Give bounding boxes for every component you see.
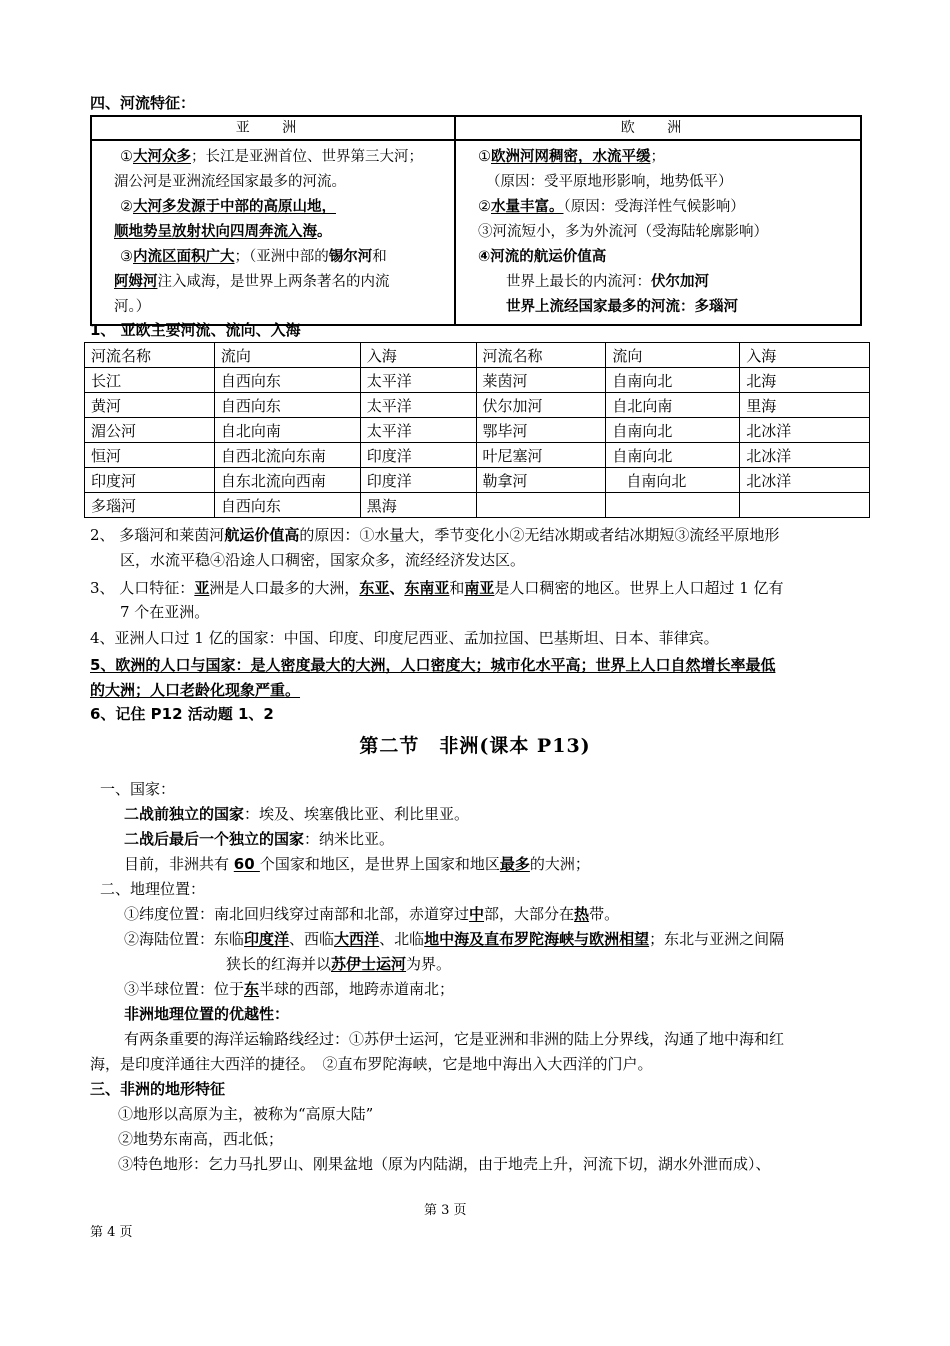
table-cell: 太平洋 xyxy=(360,418,476,443)
table-cell: 北冰洋 xyxy=(740,418,870,443)
table-cell: 印度河 xyxy=(85,468,215,493)
table-cell: 自西北流向东南 xyxy=(214,443,360,468)
table-cell: 自南向北 xyxy=(606,443,740,468)
table-cell: 北冰洋 xyxy=(740,468,870,493)
table-cell xyxy=(606,493,740,518)
header-cell: 流向 xyxy=(606,343,740,368)
table-cell: 莱茵河 xyxy=(476,368,606,393)
table-cell: 里海 xyxy=(740,393,870,418)
africa-latitude-line: ①纬度位置：南北回归线穿过南部和北部，赤道穿过中部，大部分在热带。 xyxy=(124,905,620,923)
africa-advantage-line-2: 海，是印度洋通往大西洋的捷径。 ②直布罗陀海峡，它是地中海出入大西洋的门户。 xyxy=(90,1055,653,1073)
africa-sea-land-line-2: 狭长的红海并以苏伊士运河为界。 xyxy=(226,955,452,973)
point-4: 4、亚洲人口过 1 亿的国家：中国、印度、印度尼西亚、孟加拉国、巴基斯坦、日本、菲律宾。 xyxy=(90,629,719,647)
africa-countries-line-2: 二战后最后一个独立的国家：纳米比亚。 xyxy=(124,830,395,848)
table-cell: 印度洋 xyxy=(360,468,476,493)
table-cell: 北海 xyxy=(740,368,870,393)
table-row xyxy=(85,393,870,418)
africa-countries-line-3: 目前，非洲共有 60 个国家和地区，是世界上国家和地区最多的大洲； xyxy=(124,855,590,873)
table-cell: 湄公河 xyxy=(85,418,215,443)
table-row xyxy=(85,368,870,393)
europe-line-6: 世界上最长的内流河：伏尔加河 xyxy=(506,274,709,290)
table-cell: 长江 xyxy=(85,368,215,393)
europe-line-3: ②水量丰富。（原因：受海洋性气候影响） xyxy=(478,199,745,215)
table-cell: 自南向北 xyxy=(606,368,740,393)
asia-europe-comparison-table xyxy=(90,115,862,326)
header-cell: 河流名称 xyxy=(85,343,215,368)
table-row xyxy=(85,418,870,443)
table-cell: 自南向北 xyxy=(606,468,740,493)
point-3-line-2: 7 个在亚洲。 xyxy=(120,603,210,621)
africa-terrain-line-1: ①地形以高原为主，被称为“高原大陆” xyxy=(118,1105,374,1123)
africa-location-heading: 二、地理位置： xyxy=(100,880,206,898)
point-2-line-1: 2、 多瑙河和莱茵河航运价值高的原因：①水量大，季节变化小②无结冰期或者结冰期短③流经平原地形 xyxy=(90,526,780,544)
table-cell: 伏尔加河 xyxy=(476,393,606,418)
page-number-left: 第 4 页 xyxy=(90,1225,133,1240)
table-cell: 自西向东 xyxy=(214,493,360,518)
africa-section-title: 第二节 非洲(课本 P13) xyxy=(359,735,591,757)
africa-countries-line-1: 二战前独立的国家：埃及、埃塞俄比亚、利比里亚。 xyxy=(124,805,470,823)
europe-line-5: ④河流的航运价值高 xyxy=(478,249,607,265)
africa-terrain-line-3: ③特色地形：乞力马扎罗山、刚果盆地（原为内陆湖，由于地壳上升，河流下切，湖水外泄而成）、 xyxy=(118,1155,771,1173)
header-cell: 河流名称 xyxy=(476,343,606,368)
europe-line-2: （原因：受平原地形影响，地势低平） xyxy=(486,174,733,190)
asia-line-5: ③内流区面积广大；（亚洲中部的锡尔河和 xyxy=(120,249,387,265)
table-cell: 自东北流向西南 xyxy=(214,468,360,493)
point-5-line-1: 5、欧洲的人口与国家：是人密度最大的大洲，人口密度大；城市化水平高；世界上人口自然增长率最低 xyxy=(90,656,776,674)
table-cell: 自西向东 xyxy=(214,393,360,418)
africa-advantage-line-1: 有两条重要的海洋运输路线经过：①苏伊士运河，它是亚洲和非洲的陆上分界线，沟通了地中海和红 xyxy=(124,1030,785,1048)
section-title-rivers: 四、河流特征： xyxy=(90,94,196,112)
europe-line-7: 世界上流经国家最多的河流：多瑙河 xyxy=(506,299,738,315)
europe-line-1: ①欧洲河网稠密，水流平缓； xyxy=(478,149,665,165)
europe-line-4: ③河流短小，多为外流河（受海陆轮廓影响） xyxy=(478,224,768,240)
rivers-table xyxy=(84,342,870,518)
table-row xyxy=(85,493,870,518)
asia-line-7: 河。） xyxy=(114,299,151,315)
africa-countries-heading: 一、国家： xyxy=(100,780,176,798)
asia-line-3: ②大河多发源于中部的高原山地， xyxy=(120,199,336,215)
table-cell: 自南向北 xyxy=(606,418,740,443)
africa-terrain-line-2: ②地势东南高，西北低； xyxy=(118,1130,284,1148)
table-cell: 太平洋 xyxy=(360,393,476,418)
europe-cell xyxy=(455,140,861,325)
table-cell: 多瑙河 xyxy=(85,493,215,518)
point-3-line-1: 3、 人口特征：亚洲是人口最多的大洲，东亚、东南亚和南亚是人口稠密的地区。世界上人口超过 1 亿有 xyxy=(90,579,784,597)
table-cell: 叶尼塞河 xyxy=(476,443,606,468)
africa-advantage-heading: 非洲地理位置的优越性： xyxy=(124,1005,290,1023)
africa-terrain-heading: 三、非洲的地形特征 xyxy=(90,1080,226,1098)
table-cell: 印度洋 xyxy=(360,443,476,468)
table-cell xyxy=(476,493,606,518)
table-cell: 黄河 xyxy=(85,393,215,418)
table-cell: 黑海 xyxy=(360,493,476,518)
table-cell: 自西向东 xyxy=(214,368,360,393)
table-row xyxy=(85,468,870,493)
point-6: 6、记住 P12 活动题 1、2 xyxy=(90,705,274,723)
europe-header: 欧 洲 xyxy=(455,116,861,140)
asia-line-4: 顺地势呈放射状向四周奔流入海。 xyxy=(114,224,332,240)
table-cell: 北冰洋 xyxy=(740,443,870,468)
point-2-line-2: 区，水流平稳④沿途人口稠密，国家众多，流经经济发达区。 xyxy=(120,551,526,569)
rivers-table-header-row xyxy=(85,343,870,368)
table-cell: 恒河 xyxy=(85,443,215,468)
header-cell: 流向 xyxy=(214,343,360,368)
table-row xyxy=(85,443,870,468)
africa-hemisphere-line: ③半球位置：位于东半球的西部，地跨赤道南北； xyxy=(124,980,455,998)
asia-line-1: ①大河众多；长江是亚洲首位、世界第三大河； xyxy=(120,149,423,165)
table-cell: 鄂毕河 xyxy=(476,418,606,443)
table-cell: 太平洋 xyxy=(360,368,476,393)
table-cell: 自北向南 xyxy=(214,418,360,443)
asia-cell xyxy=(91,140,455,325)
header-cell: 入海 xyxy=(740,343,870,368)
point-5-line-2: 的大洲；人口老龄化现象严重。 xyxy=(90,681,301,699)
table-cell: 勒拿河 xyxy=(476,468,606,493)
table-cell xyxy=(740,493,870,518)
page-number-center: 第 3 页 xyxy=(424,1203,467,1218)
africa-sea-land-line-1: ②海陆位置：东临印度洋、西临大西洋、北临地中海及直布罗陀海峡与欧洲相望；东北与亚洲之间隔 xyxy=(124,930,785,948)
asia-header: 亚 洲 xyxy=(91,116,455,140)
asia-line-6: 阿姆河注入咸海，是世界上两条著名的内流 xyxy=(114,274,390,290)
asia-line-2: 湄公河是亚洲流经国家最多的河流。 xyxy=(114,174,346,190)
header-cell: 入海 xyxy=(360,343,476,368)
table-cell: 自北向南 xyxy=(606,393,740,418)
rivers-table-title: 1、 亚欧主要河流、流向、入海 xyxy=(90,321,301,339)
